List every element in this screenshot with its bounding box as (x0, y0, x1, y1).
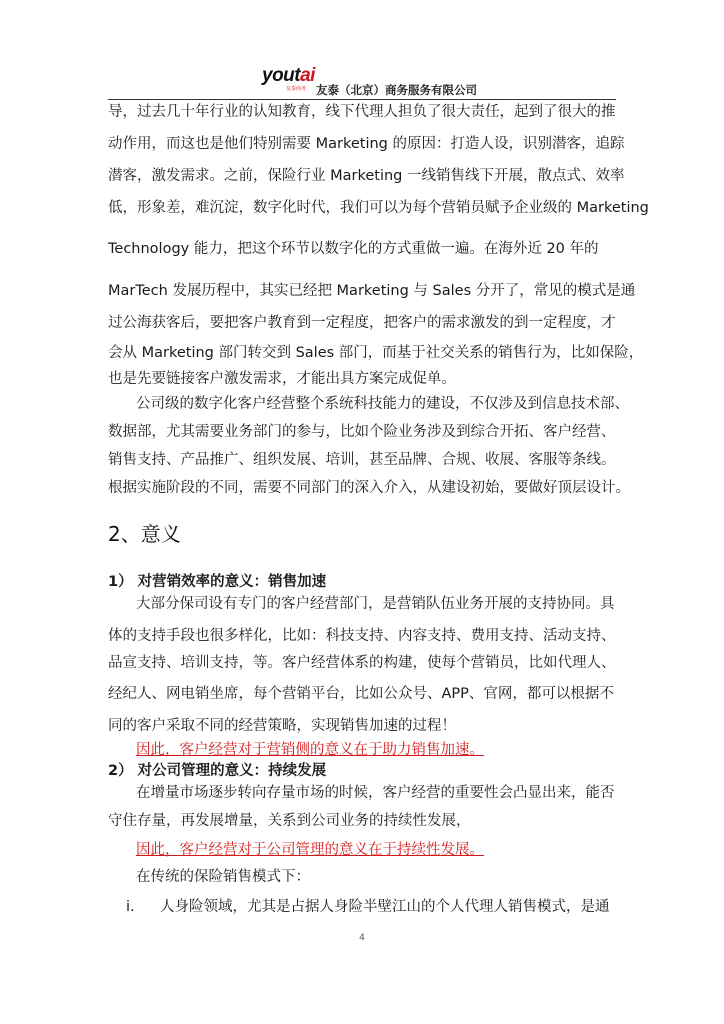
highlighted-conclusion: 因此，客户经营对于营销侧的意义在于助力销售加速。 (136, 742, 484, 758)
body-line: 经纪人、网电销坐席，每个营销平台，比如公众号、APP、官网，都可以根据不 (108, 686, 614, 702)
body-line: 潜客，激发需求。之前，保险行业 Marketing 一线销售线下开展，散点式、效率 (108, 168, 625, 184)
list-marker: i. (126, 899, 135, 915)
body-line: 动作用，而这也是他们特别需要 Marketing 的原因：打造人设，识别潜客，追踪 (108, 136, 625, 152)
logo-text: yout (262, 65, 301, 86)
body-line: 守住存量，再发展增量，关系到公司业务的持续性发展， (108, 813, 471, 829)
body-line: 也是先要链接客户激发需求，才能出具方案完成促单。 (108, 371, 456, 387)
body-line: 低，形象差，难沉淀，数字化时代，我们可以为每个营销员赋予企业级的 Marketing (108, 200, 649, 216)
logo-subtext: 友泰商务 (286, 86, 307, 92)
body-line: Technology 能力，把这个环节以数字化的方式重做一遍。在海外近 20 年的 (108, 241, 599, 257)
body-line: 同的客户采取不同的经营策略，实现销售加速的过程！ (108, 718, 456, 734)
header-divider (108, 99, 616, 100)
list-item: 人身险领域，尤其是占据人身险半壁江山的个人代理人销售模式，是通 (160, 899, 610, 915)
body-line: 在传统的保险销售模式下： (136, 869, 310, 885)
body-line: 销售支持、产品推广、组织发展、培训，甚至品牌、合规、收展、客服等条线。 (108, 452, 616, 468)
body-line: 在增量市场逐步转向存量市场的时候，客户经营的重要性会凸显出来，能否 (136, 785, 615, 801)
subheading: 2） 对公司管理的意义：持续发展 (108, 763, 327, 779)
body-line: 过公海获客后，要把客户教育到一定程度，把客户的需求激发的到一定程度，才 (108, 315, 616, 331)
subheading: 1） 对营销效率的意义：销售加速 (108, 574, 327, 590)
body-line: 大部分保司设有专门的客户经营部门，是营销队伍业务开展的支持协同。具 (136, 596, 615, 612)
body-line: 公司级的数字化客户经营整个系统科技能力的建设，不仅涉及到信息技术部、 (136, 396, 629, 412)
page-number: 4 (359, 933, 365, 943)
company-name: 友泰（北京）商务服务有限公司 (316, 83, 477, 97)
logo-wordmark: youtai (262, 65, 315, 86)
body-line: 根据实施阶段的不同，需要不同部门的深入介入，从建设初始，要做好顶层设计。 (108, 480, 630, 496)
body-line: 会从 Marketing 部门转交到 Sales 部门，而基于社交关系的销售行为，比如保险， (108, 345, 644, 361)
body-line: 体的支持手段也很多样化，比如：科技支持、内容支持、费用支持、活动支持、 (108, 628, 616, 644)
body-line: 导，过去几十年行业的认知教育，线下代理人担负了很大责任，起到了很大的推 (108, 104, 616, 120)
body-line: MarTech 发展历程中，其实已经把 Marketing 与 Sales 分开了，常见的模式是通 (108, 283, 636, 299)
section-heading: 2、意义 (108, 522, 181, 546)
highlighted-conclusion: 因此，客户经营对于公司管理的意义在于持续性发展。 (136, 842, 484, 858)
body-line: 数据部，尤其需要业务部门的参与，比如个险业务涉及到综合开拓、客户经营、 (108, 424, 616, 440)
body-line: 品宣支持、培训支持，等。客户经营体系的构建，使每个营销员，比如代理人、 (108, 655, 616, 671)
